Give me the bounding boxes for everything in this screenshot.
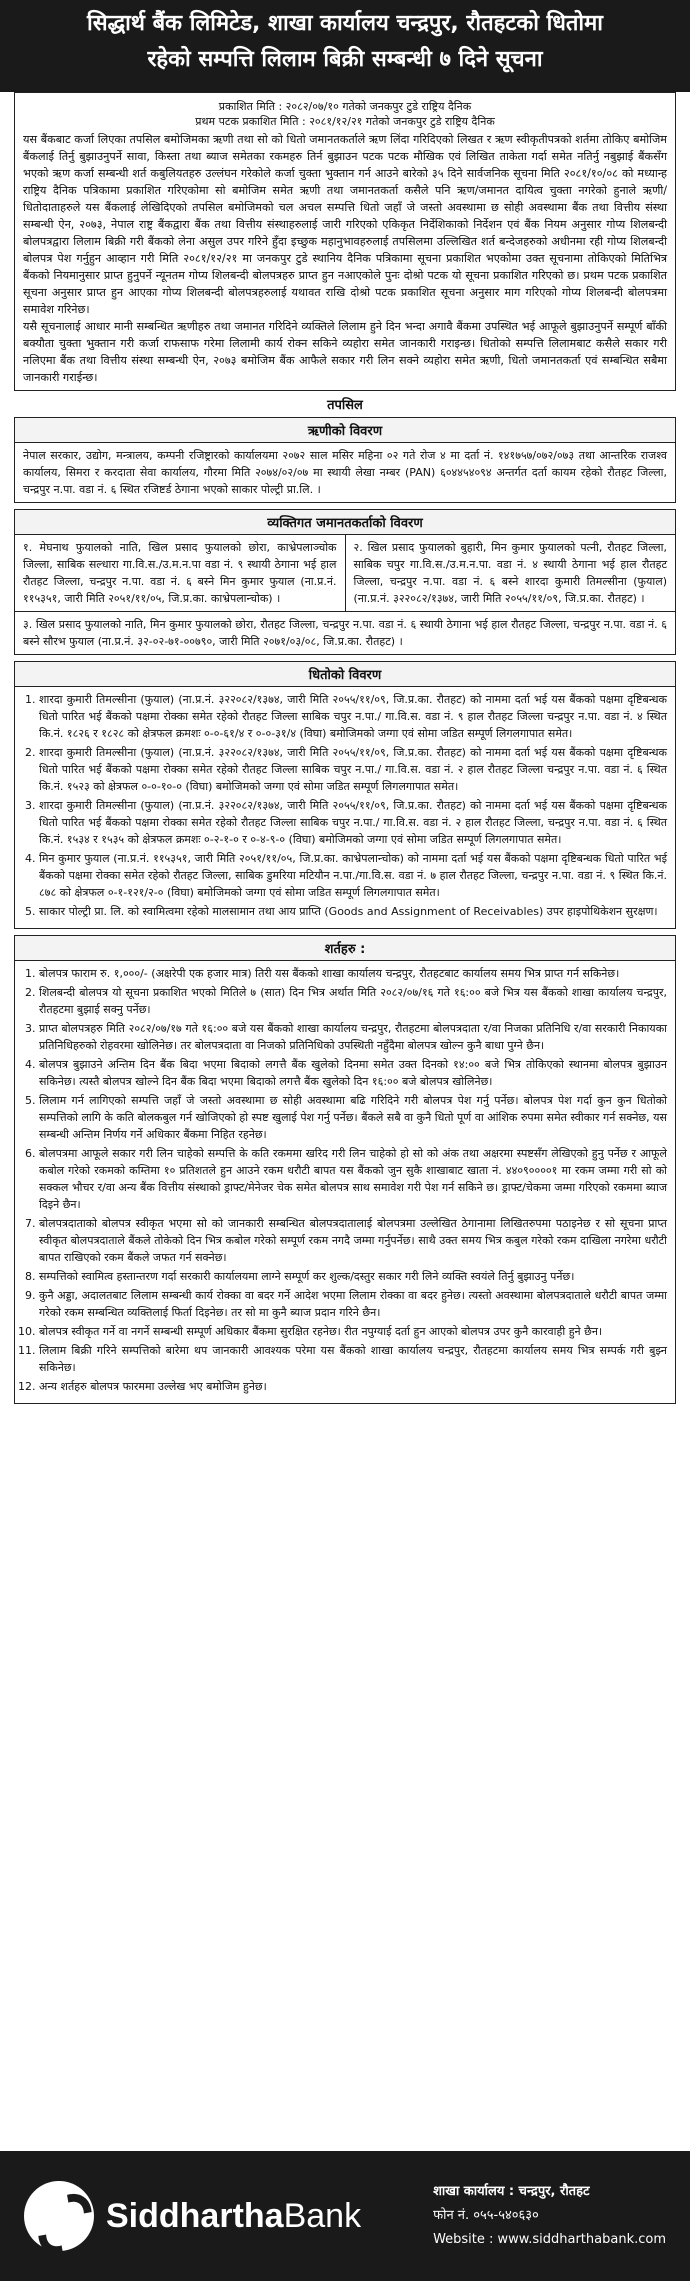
collateral-item: 1. शारदा कुमारी तिमल्सीना (फुयाल) (ना.प्र.नं. ३२२०८२/१३७४, जारी मिति २०५५/११/०९, जि.प्र.का. रौतहट) को नाममा दर्ता भई यस बैंकको पक्षमा दृष्टिबन्धक धितो पारित भई बैंकको पक्षमा रोक्का समेत रहेको रौतहट जिल्ला साबिक चपुर न.पा./ गा.वि.स. वडा नं. ९ हाल रौतहट जिल्ला चन्द्रपुर न.पा. वडा नं. ४ स्थित कि.नं. १८२६ र १८२८ को क्षेत्रफल क्रमशः ०-०-६१/४ र ०-०-३१/४ (विघा) बमोजिमको जग्गा एवं सोमा जडित सम्पूर्ण लिगलगापात समेत। [39, 691, 667, 742]
intro-paragraph-2: यसै सूचनालाई आधार मानी सम्बन्धित ऋणीहरु तथा जमानत गरिदिने व्यक्तिले लिलाम हुने दिन भन्दा अगावै बैंकमा उपस्थित भई आफूले बुझाउनुपर्ने सम्पूर्ण बाँकी बक्यौता चुक्ता भुक्तान गरी कर्जा राफसाफ गरेमा लिलामी कार्य रोक्न सकिने व्यहोरा समेत जानकारी गराइन्छ। धितोको सम्पत्ति लिलामबाट कसैले सकार गरी नलिएमा बैंक तथा वित्तीय संस्था सम्बन्धी ऐन, २०७३ बमोजिम बैंक आफैले सकार गरी लिन सक्ने व्यहोरा समेत ऋणी, धितो जमानतकर्ता एवं सम्बन्धित सबैमा जानकारी गराईन्छ। [23, 320, 667, 384]
term-item: 4. बोलपत्र बुझाउने अन्तिम दिन बैंक बिदा भएमा बिदाको लगत्तै बैंक खुलेको दिनमा समेत उक्त दिनको १४:०० बजे भित्र तोकिएको स्थानमा बोलपत्र बुझाउन सकिनेछ। त्यस्तै बोलपत्र खोल्ने दिन बैंक बिदा भएमा बिदाको लगत्तै बैंक खुलेको दिन १६:०० बजे बोलपत्र खोलिनेछ। [39, 1056, 667, 1090]
term-item: 5. लिलाम गर्न लागिएको सम्पत्ति जहाँ जे जस्तो अवस्थामा छ सोही अवस्थामा बढि गरिदिने गरी बोलपत्र पेश गर्नु पर्नेछ। बोलपत्र पेश गर्दा कुन कुन धितोको सम्पत्तिको लागि के कति बोलकबुल गर्न खोजिएको हो स्पष्ट खुलाई पेश गर्नु पर्नेछ। बैंकले सबै वा कुनै धितो पूर्ण वा आंशिक रुपमा समेत स्वीकार गर्न सक्नेछ, यस सम्बन्धी अन्तिम निर्णय गर्ने अधिकार बैंकमा निहित रहनेछ। [39, 1092, 667, 1143]
publication-info [15, 93, 675, 131]
collateral-item: 3. शारदा कुमारी तिमल्सीना (फुयाल) (ना.प्र.नं. ३२२०८२/१३७४, जारी मिति २०५५/११/०९, जि.प्र.का. रौतहट) को नाममा दर्ता भई यस बैंकको पक्षमा दृष्टिबन्धक धितो पारित भई बैंकको पक्षमा रोक्का समेत रहेको रौतहट जिल्ला साबिक चपुर न.पा./ गा.वि.स. वडा नं. २ हाल रौतहट जिल्ला, चन्द्रपुर न.पा. वडा नं. ६ स्थित कि.नं. १५३४ र १५३५ को क्षेत्रफल क्रमशः ०-२-१-० र ०-४-९-० (विघा) बमोजिमको जग्गा एवं सोमा जडित सम्पूर्ण लिगलगापात समेत। [39, 797, 667, 848]
publication-date: प्रकाशित मिति : २०८२/०७/१० गतेको जनकपुर टुडे राष्ट्रिय दैनिक [218, 100, 472, 113]
logo-icon [24, 2181, 94, 2251]
brand-name [106, 2197, 361, 2236]
bank-logo [24, 2181, 361, 2251]
term-item: 1. बोलपत्र फाराम रु. १,०००/- (अक्षरेपी एक हजार मात्र) तिरी यस बैंकको शाखा कार्यालय चन्द्रपुर, रौतहटबाट कार्यालय समय भित्र प्राप्त गर्न सकिनेछ। [39, 965, 667, 982]
first-publication-date: प्रथम पटक प्रकाशित मिति : २०८१/१२/२१ गतेको जनकपुर टुडे राष्ट्रिय दैनिक [195, 115, 495, 128]
terms-title: शर्तहरु : [15, 936, 675, 961]
tapsil-heading: तपसिल [327, 398, 363, 413]
borrower-section [14, 417, 676, 503]
borrower-details: नेपाल सरकार, उद्योग, मन्त्रालय, कम्पनी रजिष्ट्रारको कार्यालयमा २०७२ साल मसिर महिना ०२ गते रोज ४ मा दर्ता नं. १४१७५७/०७२/०७३ तथा आन्तरिक राजश्व कार्यालय, सिमरा र करदाता सेवा कार्यालय, गौरमा मिति २०७४/०२/०७ मा स्थायी लेखा नम्बर (PAN) ६०४४५४०९४ अन्तर्गत दर्ता कायम रहेको रौतहट जिल्ला, चन्द्रपुर न.पा. वडा नं. ६ स्थित रजिष्टर्ड ठेगाना भएको साकार पोल्ट्री प्रा.लि. । [23, 449, 667, 496]
website: Website : www.siddharthabank.com [433, 2232, 666, 2247]
collateral-list [15, 687, 675, 928]
term-item: 8. सम्पत्तिको स्वामित्व हस्तान्तरण गर्दा सरकारी कार्यालयमा लाग्ने सम्पूर्ण कर शुल्क/दस्तुर सकार गरी लिने व्यक्ति स्वयंले तिर्नु बुझाउनु पर्नेछ। [39, 1268, 667, 1285]
terms-list [15, 961, 675, 1403]
intro-paragraph-1: यस बैंकबाट कर्जा लिएका तपसिल बमोजिमका ऋणी तथा सो को धितो जमानतकर्ताले ऋण लिंदा गरिदिएको लिखत र ऋण स्वीकृतीपत्रको शर्तमा तोकिए बमोजिम बैंकलाई तिर्नु बुझाउनुपर्ने सावा, किस्ता तथा ब्याज समेतका रकमहरु तिर्न बुझाउन पटक पटक मौखिक एवं लिखित ताकेता गर्दा समेत नतिर्नु नबुझाई बैंकसँग भएको ऋण कर्जा सम्बन्धी शर्त कबुलियतहरु उल्लंघन गरेकोले कर्जा चुक्ता भुक्तान गर्न आउने बारेको ३५ दिने सार्वजनिक सूचना मिति २०८१/१०/०८ को मध्यान्ह राष्ट्रिय दैनिक पत्रिकामा प्रकाशित गरिएकोमा सो बमोजिम समेत ऋणी तथा जमानतकर्ता कसैले पनि ऋण/जमानत दायित्व चुक्ता नगरेको हुनाले ऋणी/धितोदाताहरुले यस बैंकलाई लेखिदिएको तपसिल बमोजिमको चल अचल सम्पत्ति धितो जहाँ जे जस्तो अवस्थामा छ सोही अवस्थामा बैंक तथा वित्तीय संस्था सम्बन्धी ऐन, २०७३, नेपाल राष्ट्र बैंकद्वारा बैंक तथा वित्तीय संस्थाहरुलाई जारी गरिएको एकिकृत निर्देशिकाको निर्देशन एवं बैंक नियम अनुसार गोप्य शिलबन्दी बोलपत्रद्वारा लिलाम बिक्री गरी बैंकको लेना असुल उपर गरिने हुँदा इच्छुक महानुभावहरुलाई तपसिलमा उल्लिखित शर्त बन्देजहरुको अधीनमा रही गोप्य शिलबन्दी बोलपत्र पेश गर्नुहुन आव्हान गरी मिति २०८१/१२/२१ मा जनकपुर टुडे स्थानिय दैनिक पत्रिकामा सूचना प्रकाशित भएकोमा उक्त सूचनामा तोकिएको मितिभित्र बैंकको नियमानुसार प्राप्त हुनुपर्ने न्यूनतम गोप्य शिलबन्दी बोलपत्रहरु प्राप्त हुन नआएकोले पुनः दोश्रो पटक यो सूचना प्रकाशित गरिएको छ। प्रथम पटक प्रकाशित सूचना अनुसार प्राप्त हुन आएका गोप्य शिलबन्दी बोलपत्रहरुलाई यथावत राखि दोश्रो पटक प्रकाशित सूचना अनुसार माग गरिएको गोप्य शिलबन्दी बोलपत्रमा समावेश गरिनेछ। [23, 133, 667, 316]
term-item: 6. बोलपत्रमा आफूले सकार गरी लिन चाहेको सम्पत्ति के कति रकममा खरिद गरी लिन चाहेको हो सो को अंक तथा अक्षरमा स्पष्टसँग लेखिएको हुनु पर्नेछ र आफूले कबोल गरेको रकमको कम्तिमा १० प्रतिशतले हुन आउने रकम धरौटी बापत यस बैंकको जुन सुकै शाखाबाट खाता नं. ४४०९००००१ मा रकम जम्मा गरी सो को सक्कल भौचर र/वा अन्य बैंक वित्तीय संस्थाको ड्राफ्ट/मेनेजर चेक समेत बोलपत्र साथ समावेश गरी पेश गर्न सकिने छ। ड्राफ्ट/चेकमा जम्मा गरिएको रकममा ब्याज दिइने छैन। [39, 1145, 667, 1213]
brand-light: Bank [283, 2196, 362, 2235]
contact-info [433, 2180, 666, 2252]
collateral-item: 5. साकार पोल्ट्री प्रा. लि. को स्वामित्वमा रहेको मालसामान तथा आय प्राप्ति (Goods and Assignment of Receivables) उपर हाइपोथिकेशन सुरक्षण। [39, 903, 667, 920]
term-item: 7. बोलपत्रदाताको बोलपत्र स्वीकृत भएमा सो को जानकारी सम्बन्धित बोलपत्रदातालाई बोलपत्रमा उल्लेखित ठेगानामा लिखितरुपमा पठाइनेछ र सो सूचना प्राप्त स्वीकृत बोलपत्रदाताले बैंकले तोकेको दिन भित्र कबोल गरेको सम्पूर्ण रकम नगदै जम्मा गर्नुपर्नेछ। साथै उक्त समय भित्र कबुल गरेको रकम दाखिला नगरेमा धरौटी बापत राखिएको रकम बैंकले जफत गर्न सक्नेछ। [39, 1215, 667, 1266]
term-item: 11. लिलाम बिक्री गरिने सम्पत्तिको बारेमा थप जानकारी आवश्यक परेमा यस बैंकको शाखा कार्यालय चन्द्रपुर, रौतहटमा कार्यालय समय भित्र सम्पर्क गरी बुझ्न सकिनेछ। [39, 1342, 667, 1376]
terms-section [14, 935, 676, 1404]
notice-body [14, 92, 676, 391]
collateral-item: 2. शारदा कुमारी तिमल्सीना (फुयाल) (ना.प्र.नं. ३२२०८२/१३७४, जारी मिति २०५५/११/०९, जि.प्र.का. रौतहट) को नाममा दर्ता भई यस बैंकको पक्षमा दृष्टिबन्धक धितो पारित भई बैंकको पक्षमा रोक्का समेत रहेको रौतहट जिल्ला साबिक चपुर न.पा./ गा.वि.स. वडा नं. २ हाल रौतहट जिल्ला चन्द्रपुर न.पा. वडा नं. ६ स्थित कि.नं. १५२३ को क्षेत्रफल ०-०-१०-० (विघा) बमोजिमको जग्गा एवं सोमा जडित सम्पूर्ण लिगलगापात समेत। [39, 744, 667, 795]
collateral-title: धितोको विवरण [15, 662, 675, 687]
guarantor-2: २. खिल प्रसाद फुयालको बुहारी, मिन कुमार फुयालको पत्नी, रौतहट जिल्ला, साबिक चपुर गा.वि.स./उ.म.न.पा. वडा नं. ४ स्थायी ठेगाना भई हाल रौतहट जिल्ला, चन्द्रपुर न.पा. वडा नं. ६ बस्ने शारदा कुमारी तिमल्सीना (फुयाल) (ना.प्र.नं. ३२२०८२/१३७४, जारी मिति २०५५/११/०९, जि.प्र.का. रौतहट) । [345, 535, 676, 611]
header-line-1: सिद्धार्थ बैंक लिमिटेड, शाखा कार्यालय चन्द्रपुर, रौतहटको धितोमा [87, 11, 603, 36]
borrower-title: ऋणीको विवरण [15, 418, 675, 443]
phone-number: फोन नं. ०५५-५४०६३० [433, 2208, 539, 2223]
notice-header [0, 0, 690, 92]
collateral-section [14, 661, 676, 929]
footer-banner [0, 2151, 690, 2281]
term-item: 2. शिलबन्दी बोलपत्र यो सूचना प्रकाशित भएको मितिले ७ (सात) दिन भित्र अर्थात मिति २०८२/०७/१६ गते १६:०० बजे भित्र यस बैंकको शाखा कार्यालय चन्द्रपुर, रौतहटमा बुझाई सक्नु पर्नेछ। [39, 984, 667, 1018]
term-item: 12. अन्य शर्तहरु बोलपत्र फारममा उल्लेख भए बमोजिम हुनेछ। [39, 1378, 667, 1395]
guarantor-1: १. मेघनाथ फुयालको नाति, खिल प्रसाद फुयालको छोरा, काभ्रेपलाञ्चोक जिल्ला, साबिक सल्धारा गा.वि.स./उ.म.न.पा वडा नं. ९ स्थायी ठेगाना भई हाल रौतहट जिल्ला, चन्द्रपुर न.पा. वडा नं. ६ बस्ने मिन कुमार फुयाल (ना.प्र.नं. ११५३५१, जारी मिति २०५१/११/०५, जि.प्र.का. काभ्रेपलान्चोक) । [23, 541, 337, 605]
guarantor-section [14, 509, 676, 655]
guarantor-3: ३. खिल प्रसाद फुयालको नाति, मिन कुमार फुयालको छोरा, रौतहट जिल्ला, चन्द्रपुर न.पा. वडा नं. ६ स्थायी ठेगाना भई हाल रौतहट जिल्ला, चन्द्रपुर न.पा. वडा नं. ६ बस्ने सौरभ फुयाल (ना.प्र.नं. ३२-०२-७१-००७९०, जारी मिति २०७१/०३/०८, जि.प्र.का. रौतहट) । [23, 618, 667, 648]
brand-bold: Siddhartha [106, 2196, 284, 2235]
term-item: 9. कुनै अड्डा, अदालतबाट लिलाम सम्बन्धी कार्य रोक्का वा बदर गर्ने आदेश भएमा लिलाम रोक्का वा बदर हुनेछ। त्यस्तो अवस्थामा बोलपत्रदाताले धरौटी बापत जम्मा गरेको रकम सम्बन्धित व्यक्तिलाई फिर्ता दिइनेछ। तर सो मा कुनै ब्याज प्रदान गरिने छैन। [39, 1287, 667, 1321]
guarantor-title: व्यक्तिगत जमानतकर्ताको विवरण [15, 510, 675, 535]
header-line-2: रहेको सम्पत्ति लिलाम बिक्री सम्बन्धी ७ दिने सूचना [147, 47, 543, 72]
collateral-item: 4. मिन कुमार फुयाल (ना.प्र.नं. ११५३५१, जारी मिति २०५१/११/०५, जि.प्र.का. काभ्रेपलान्चोक) को नाममा दर्ता भई यस बैंकको पक्षमा दृष्टिबन्धक धितो पारित भई बैंकको पक्षमा रोक्का समेत रहेको रौतहट जिल्ला, साबिक डुमरिया मटियौन न.पा./गा.वि.स. वडा नं. ७ हाल रौतहट जिल्ला, चन्द्रपुर न.पा. वडा नं. ९ स्थित कि.नं. ८७८ को क्षेत्रफल ०-१-१२१/२-० (विघा) बमोजिमको जग्गा एवं सोमा जडित सम्पूर्ण लिगलगापात समेत। [39, 850, 667, 901]
term-item: 3. प्राप्त बोलपत्रहरु मिति २०८२/०७/१७ गते १६:०० बजे यस बैंकको शाखा कार्यालय चन्द्रपुर, रौतहटमा बोलपत्रदाता र/वा निजका प्रतिनिधि र/वा सरकारी निकायका प्रतिनिधिहरुको रोहवरमा खोलिनेछ। तर बोलपत्रदाता वा निजको प्रतिनिधिको उपस्थिती नहुँदैमा बोलपत्र खोल्न कुनै बाधा पुग्ने छैन। [39, 1020, 667, 1054]
branch-address: शाखा कार्यालय : चन्द्रपुर, रौतहट [433, 2184, 590, 2199]
term-item: 10. बोलपत्र स्वीकृत गर्ने वा नगर्ने सम्बन्धी सम्पूर्ण अधिकार बैंकमा सुरक्षित रहनेछ। रीत नपुग्याई दर्ता हुन आएको बोलपत्र उपर कुनै कारवाही हुने छैन। [39, 1323, 667, 1340]
